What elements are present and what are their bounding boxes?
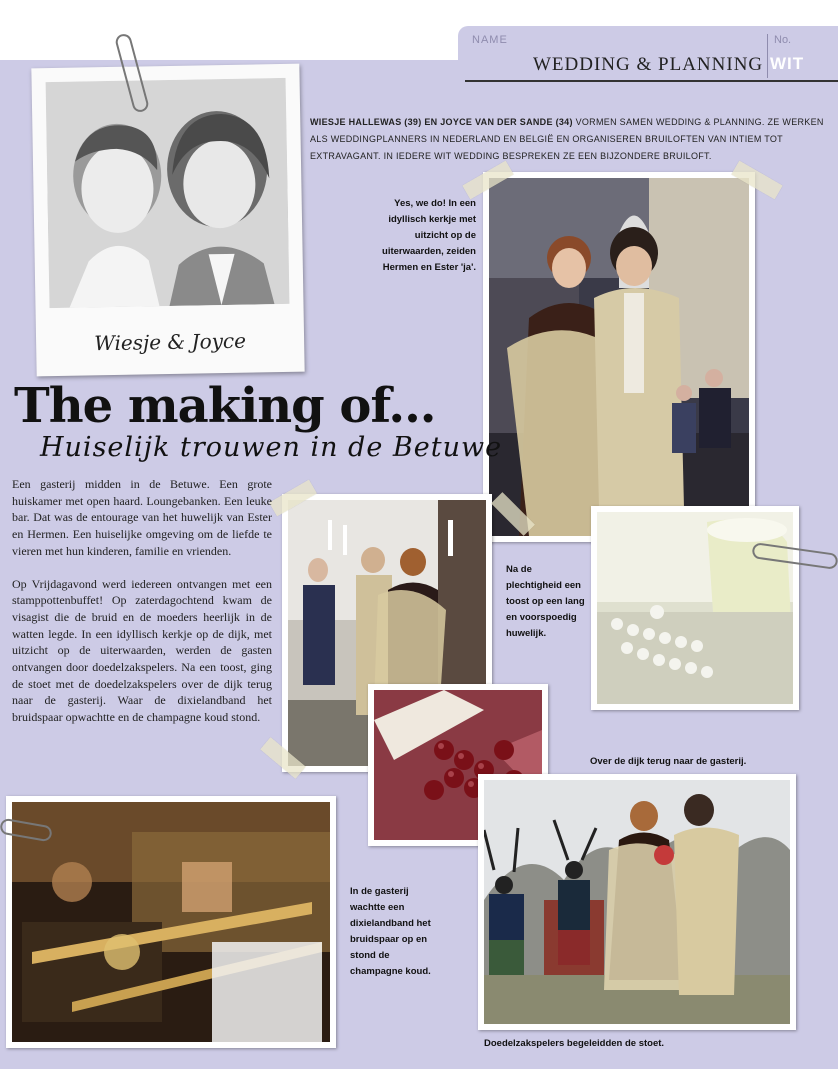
portrait-polaroid: [31, 64, 304, 377]
section-title: WEDDING & PLANNING: [533, 54, 764, 75]
article-subtitle: Huiselijk trouwen in de Betuwe: [40, 432, 503, 463]
header-rule: [465, 80, 838, 82]
body-paragraph: Op Vrijdagavond werd iedereen ontvangen met een stamppottenbuffet! Op zaterdagochtend kwam de visagist die de bruid en de moeders heerlijk in de watten legde. In een idyllisch kerkje op de dijk, met uitzicht op de uiterwaarden, werden de gasten ontvangen door doedelzakspelers. Na een toost, ging de stoet met de doedelzakspelers over de dijk terug naar de gasterij. Waar de dixielandband het bruidspaar opwachtte en de champagne koud stond.: [12, 576, 272, 725]
bagpipers-illustration: [484, 780, 790, 1024]
intro-text: VORMEN SAMEN WEDDING & PLANNING. ZE WERKEN ALS WEDDINGPLANNERS IN NEDERLAND EN BELGIË EN ORGANISEREN BRUILOFTEN VAN INTIEM TOT EXTRAVAGANT. IN IEDERE WIT WEDDING BESPREKEN ZE EEN BIJZONDERE BRUILOFT.: [310, 117, 824, 161]
band-photo-image: [12, 802, 330, 1042]
church-photo-image: [489, 178, 749, 536]
portrait-photo: [46, 78, 290, 308]
pipers-caption: Doedelzakspelers begeleidden de stoet.: [484, 1038, 665, 1049]
header-divider: [767, 34, 768, 78]
intro-lead: WIESJE HALLEWAS (39) EN JOYCE VAN DER SANDE (34): [310, 117, 573, 127]
church-photo: [483, 172, 755, 542]
champagne-illustration: [597, 512, 793, 704]
intro-paragraph: [310, 114, 830, 165]
dixieland-band-photo: [6, 796, 336, 1048]
church-illustration: [489, 178, 749, 536]
band-caption: In de gasterij wachtte een dixielandband het bruidspaar op en stond de champagne koud.: [350, 886, 431, 977]
article-body: [12, 476, 272, 742]
bagpipers-photo: [478, 774, 796, 1030]
champagne-photo: [591, 506, 799, 710]
champagne-photo-image: [597, 512, 793, 704]
dike-caption: Over de dijk terug naar de gasterij.: [590, 756, 747, 767]
section-tag: WIT: [770, 54, 805, 73]
portrait-illustration: [46, 78, 290, 308]
header-number-label: No.: [774, 34, 792, 46]
church-caption: Yes, we do! In een idyllisch kerkje met uitzicht op de uiterwaarden, zeiden Hermen en Ester 'ja'.: [382, 198, 476, 273]
band-illustration: [12, 802, 330, 1042]
body-paragraph: Een gasterij midden in de Betuwe. Een grote huiskamer met open haard. Loungebanken. Een leuke bar. Dat was de entourage van het huwelijk van Ester en Hermen. Een huiselijke omgeving om de liefde te vieren met hun kinderen, familie en vrienden.: [12, 477, 272, 558]
toast-caption: Na de plechtigheid een toost op een lang en voorspoedig huwelijk.: [506, 564, 585, 639]
article-title: The making of...: [14, 378, 436, 434]
bagpipers-photo-image: [484, 780, 790, 1024]
portrait-caption: Wiesje & Joyce: [94, 328, 247, 356]
header-name-label: NAME: [472, 34, 508, 46]
